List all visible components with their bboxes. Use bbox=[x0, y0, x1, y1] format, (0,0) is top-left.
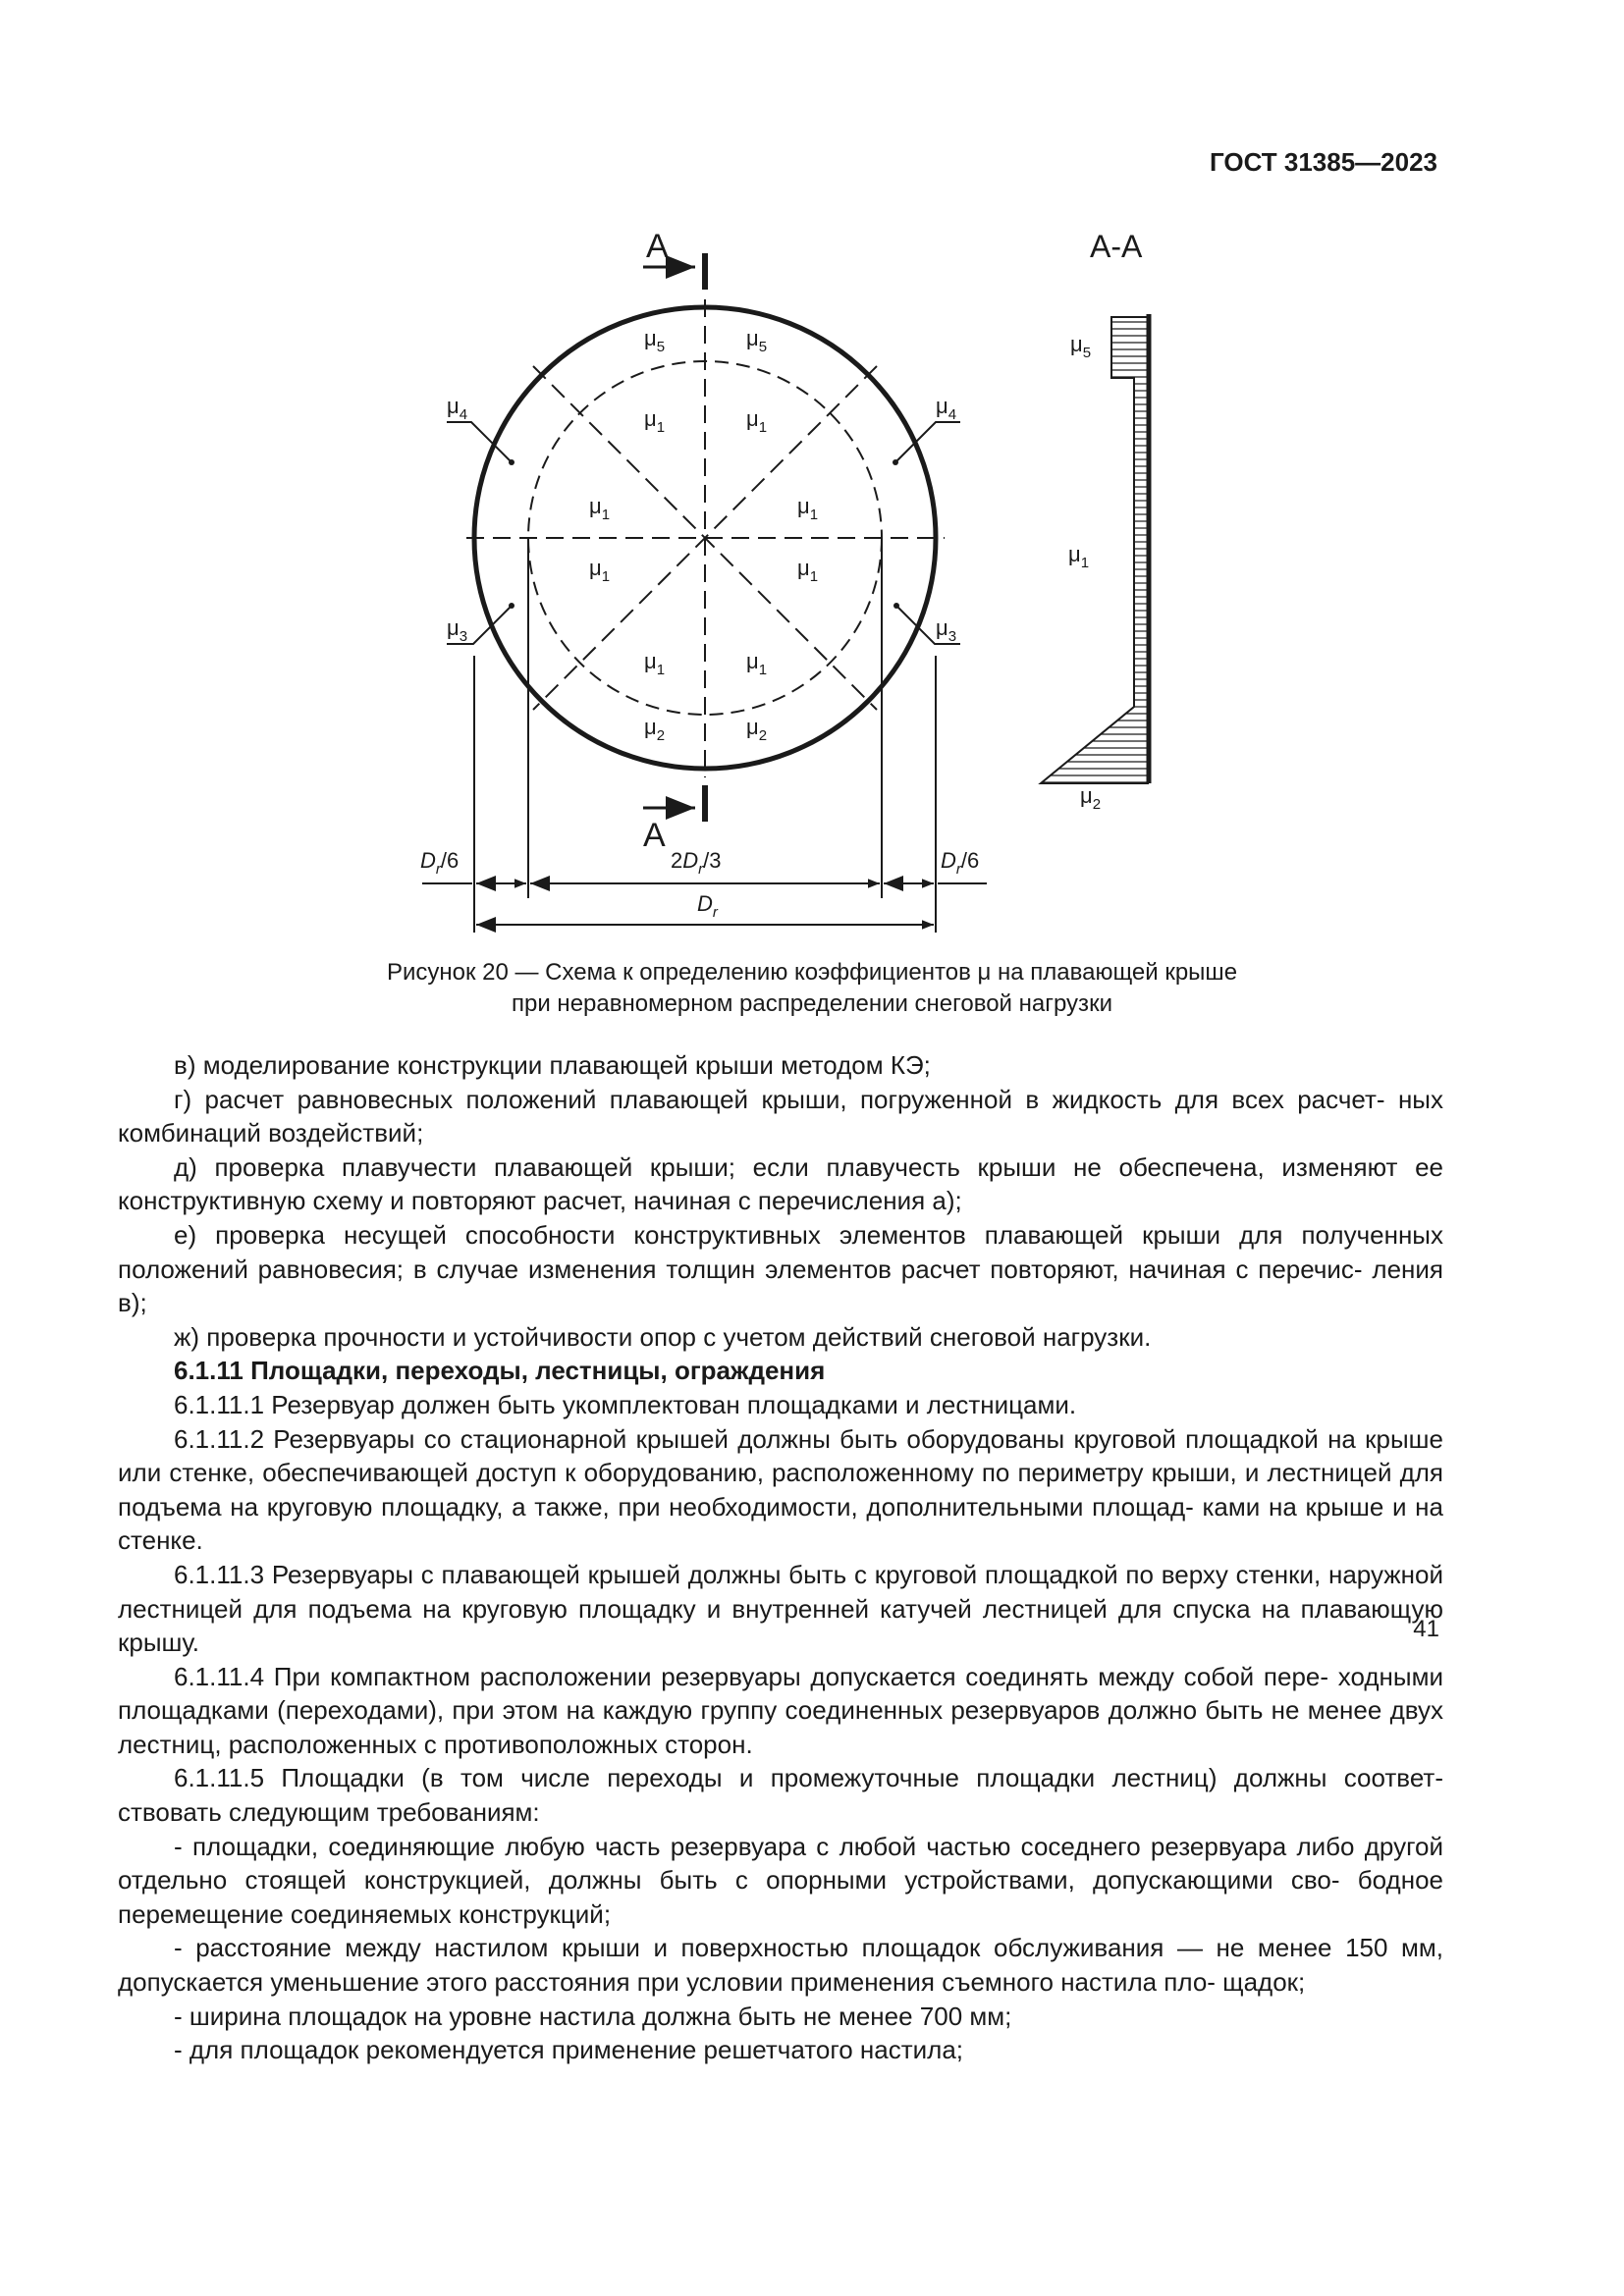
paragraph: 6.1.11.4 При компактном расположении резервуары допускается соединять между собой пере- ходными площадками (переходами), при этом на каждую группу соединенных резервуаров должно быть не менее двух лестниц, расположенных с противоположных сторон. bbox=[118, 1661, 1443, 1759]
mu4-label-right: $\mu_4$ bbox=[936, 394, 957, 423]
mu1-label-1: $\mu_1$ bbox=[644, 406, 666, 436]
section-cut-bottom bbox=[643, 785, 705, 854]
paragraph: в) моделирование конструкции плавающей крыши методом КЭ; bbox=[174, 1050, 931, 1080]
mu2-label-left: $\mu_2$ bbox=[644, 715, 666, 744]
paragraph: е) проверка несущей способности конструктивных элементов плавающей крыши для полученных положений равновесия; в случае изменения толщин элементов расчет повторяют, начиная с перечис- ления в); bbox=[118, 1219, 1443, 1318]
axis-lines bbox=[466, 299, 945, 777]
caption-line-2: при неравномерном распределении снеговой нагрузки bbox=[512, 990, 1112, 1017]
mu3-label-left: $\mu_3$ bbox=[447, 615, 468, 645]
mu1-label-7: $\mu_1$ bbox=[644, 649, 666, 678]
dim-left-label: $D_r/6$ bbox=[420, 848, 460, 878]
load-diagram bbox=[1041, 314, 1149, 813]
figure-20-diagram bbox=[0, 0, 1624, 942]
caption-line-1: Рисунок 20 — Схема к определению коэффициентов μ на плавающей крыше bbox=[386, 959, 1238, 986]
paragraph: 6.1.11.5 Площадки (в том числе переходы и промежуточные площадки лестниц) должны соответ- ствовать следующим требованиям: bbox=[118, 1763, 1443, 1828]
list-item: - для площадок рекомендуется применение решетчатого настила; bbox=[174, 2035, 964, 2065]
mu1-label-3: $\mu_1$ bbox=[589, 494, 611, 523]
list-item: - расстояние между настилом крыши и поверхностью площадок обслуживания — не менее 150 мм, допускается уменьшение этого расстояния при условии применения съемного настила пло- щадок; bbox=[118, 1933, 1443, 1998]
paragraph: 6.1.11.2 Резервуары со стационарной крышей должны быть оборудованы круговой площадкой на крыше или стенке, обеспечивающей доступ к оборудованию, расположенному по периметру крыши, и лестницей для подъема на круговую площадку, а также, при необходимости, дополнительными площад- ками на крыше и на стенке. bbox=[118, 1423, 1443, 1556]
section-view-title: А-А bbox=[1090, 229, 1143, 264]
paragraph: д) проверка плавучести плавающей крыши; если плавучесть крыши не обеспечена, изменяют ее конструктивную схему и повторяют расчет, начиная с перечисления а); bbox=[118, 1151, 1443, 1216]
list-item: - ширина площадок на уровне настила должна быть не менее 700 мм; bbox=[174, 2001, 1012, 2031]
mu1-label-4: $\mu_1$ bbox=[797, 494, 819, 523]
section-mu2-label: $\mu_2$ bbox=[1080, 783, 1102, 813]
mu1-label-2: $\mu_1$ bbox=[746, 406, 768, 436]
paragraph: 6.1.11.1 Резервуар должен быть укомплектован площадками и лестницами. bbox=[174, 1389, 1077, 1419]
paragraph: г) расчет равновесных положений плавающей крыши, погруженной в жидкость для всех расчет- ных комбинаций воздействий; bbox=[118, 1084, 1443, 1148]
page-number: 41 bbox=[1413, 1616, 1439, 1642]
plan-coefficient-labels bbox=[589, 326, 818, 744]
body-text bbox=[118, 1048, 1443, 2067]
mu5-label-right: $\mu_5$ bbox=[746, 326, 768, 355]
dim-middle-label: $2D_r/3$ bbox=[671, 848, 722, 878]
mu5-label-left: $\mu_5$ bbox=[644, 326, 666, 355]
mu1-label-5: $\mu_1$ bbox=[589, 556, 611, 585]
mu3-label-right: $\mu_3$ bbox=[936, 615, 957, 645]
section-mu1-label: $\mu_1$ bbox=[1068, 542, 1090, 571]
mu1-label-8: $\mu_1$ bbox=[746, 649, 768, 678]
mu2-label-right: $\mu_2$ bbox=[746, 715, 768, 744]
section-letter-top: А bbox=[646, 228, 669, 265]
paragraph: 6.1.11.3 Резервуары с плавающей крышей должны быть с круговой площадкой по верху стенки, наружной лестницей для подъема на круговую площадку и внутренней катучей лестницей для спуска на плавающую крышу. bbox=[118, 1559, 1443, 1658]
mu4-label-left: $\mu_4$ bbox=[447, 394, 468, 423]
mu1-label-6: $\mu_1$ bbox=[797, 556, 819, 585]
section-cut-top bbox=[643, 228, 705, 290]
section-mu5-label: $\mu_5$ bbox=[1070, 332, 1092, 361]
section-heading: 6.1.11 Площадки, переходы, лестницы, ограждения bbox=[174, 1356, 826, 1386]
dim-right-label: $D_r/6$ bbox=[941, 848, 980, 878]
document-code: ГОСТ 31385—2023 bbox=[1210, 147, 1437, 177]
figure-caption bbox=[0, 957, 1624, 1020]
load-hatching bbox=[1042, 322, 1147, 782]
paragraph: ж) проверка прочности и устойчивости опор с учетом действий снеговой нагрузки. bbox=[174, 1321, 1152, 1352]
section-letter-bottom: А bbox=[643, 817, 666, 854]
list-item: - площадки, соединяющие любую часть резервуара с любой частью соседнего резервуара либо другой отдельно стоящей конструкцией, должны быть с опорными устройствами, допускающими сво- бодное перемещение соединяемых конструкций; bbox=[118, 1831, 1443, 1929]
dim-total-label: $D_r$ bbox=[697, 891, 718, 921]
leader-labels bbox=[447, 394, 960, 645]
